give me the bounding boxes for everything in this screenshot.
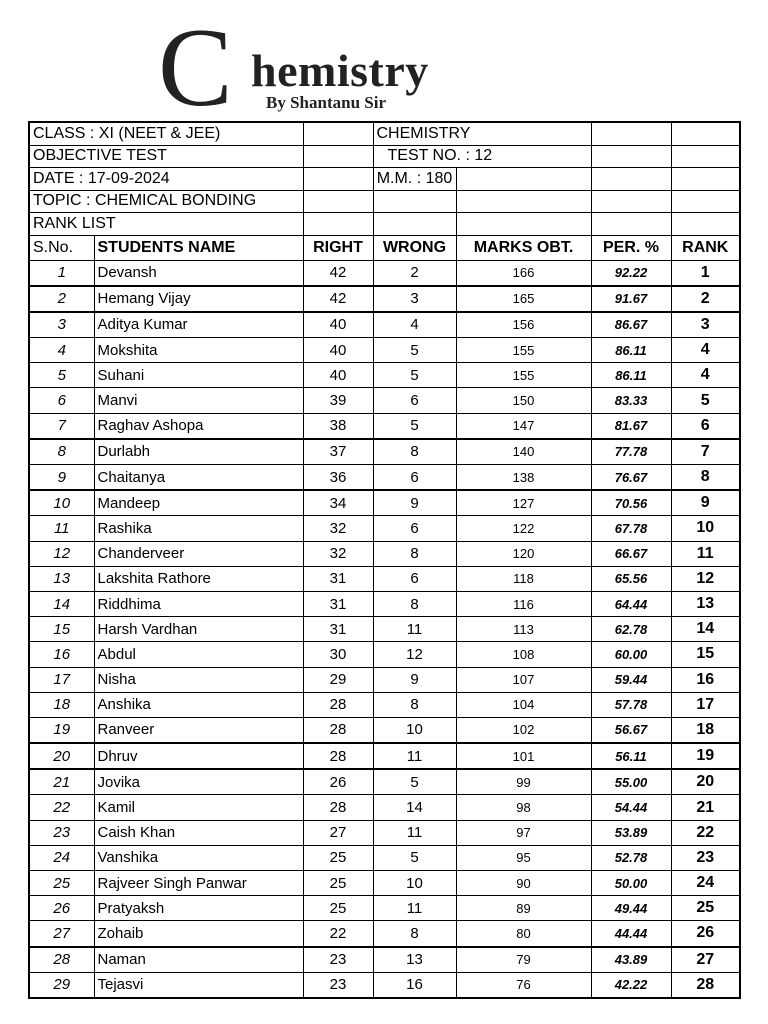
cell-student-name: Manvi	[94, 388, 303, 413]
col-percent: PER. %	[591, 235, 671, 260]
cell-student-name: Kamil	[94, 795, 303, 820]
cell-student-name: Chanderveer	[94, 541, 303, 566]
cell-right: 30	[303, 642, 373, 667]
cell-marks: 80	[456, 921, 591, 947]
cell-rank: 2	[671, 286, 740, 312]
cell-wrong: 13	[373, 947, 456, 973]
cell-rank: 8	[671, 465, 740, 491]
cell-right: 28	[303, 795, 373, 820]
cell-rank: 17	[671, 692, 740, 717]
cell-rank: 22	[671, 820, 740, 845]
cell-rank: 14	[671, 617, 740, 642]
table-row	[29, 617, 740, 642]
cell-marks: 155	[456, 338, 591, 363]
cell-rank: 28	[671, 972, 740, 998]
cell-student-name: Chaitanya	[94, 465, 303, 491]
cell-student-name: Suhani	[94, 363, 303, 388]
cell-marks: 155	[456, 363, 591, 388]
cell-wrong: 8	[373, 439, 456, 465]
cell-rank: 23	[671, 845, 740, 870]
cell-marks: 147	[456, 413, 591, 439]
cell-marks: 108	[456, 642, 591, 667]
cell-sno: 12	[29, 541, 94, 566]
cell-right: 27	[303, 820, 373, 845]
cell-student-name: Pratyaksh	[94, 896, 303, 921]
cell-percent: 91.67	[591, 286, 671, 312]
cell-wrong: 10	[373, 871, 456, 896]
cell-rank: 3	[671, 312, 740, 338]
cell-right: 29	[303, 667, 373, 692]
cell-percent: 62.78	[591, 617, 671, 642]
table-row	[29, 921, 740, 947]
cell-percent: 86.11	[591, 363, 671, 388]
table-row	[29, 591, 740, 616]
table-row	[29, 490, 740, 516]
cell-student-name: Harsh Vardhan	[94, 617, 303, 642]
table-row	[29, 388, 740, 413]
cell-rank: 1	[671, 260, 740, 286]
table-row	[29, 667, 740, 692]
cell-right: 28	[303, 692, 373, 717]
max-marks: M.M. : 180	[373, 168, 456, 191]
cell-rank: 24	[671, 871, 740, 896]
cell-percent: 52.78	[591, 845, 671, 870]
table-row	[29, 972, 740, 998]
table-row	[29, 769, 740, 795]
cell-student-name: Riddhima	[94, 591, 303, 616]
cell-percent: 56.11	[591, 743, 671, 769]
table-row	[29, 717, 740, 743]
cell-marks: 116	[456, 591, 591, 616]
cell-percent: 77.78	[591, 439, 671, 465]
cell-wrong: 8	[373, 692, 456, 717]
cell-wrong: 8	[373, 921, 456, 947]
cell-student-name: Mandeep	[94, 490, 303, 516]
cell-percent: 92.22	[591, 260, 671, 286]
cell-wrong: 6	[373, 465, 456, 491]
cell-rank: 18	[671, 717, 740, 743]
cell-rank: 20	[671, 769, 740, 795]
cell-sno: 19	[29, 717, 94, 743]
cell-rank: 7	[671, 439, 740, 465]
cell-student-name: Nisha	[94, 667, 303, 692]
cell-student-name: Zohaib	[94, 921, 303, 947]
cell-wrong: 8	[373, 541, 456, 566]
cell-marks: 97	[456, 820, 591, 845]
cell-wrong: 11	[373, 743, 456, 769]
cell-rank: 27	[671, 947, 740, 973]
cell-student-name: Anshika	[94, 692, 303, 717]
cell-sno: 22	[29, 795, 94, 820]
cell-wrong: 6	[373, 516, 456, 541]
cell-percent: 54.44	[591, 795, 671, 820]
cell-wrong: 8	[373, 591, 456, 616]
table-row	[29, 439, 740, 465]
table-row	[29, 465, 740, 491]
cell-right: 31	[303, 617, 373, 642]
cell-percent: 60.00	[591, 642, 671, 667]
col-sno: S.No.	[29, 235, 94, 260]
cell-rank: 16	[671, 667, 740, 692]
cell-rank: 21	[671, 795, 740, 820]
cell-sno: 2	[29, 286, 94, 312]
cell-student-name: Aditya Kumar	[94, 312, 303, 338]
cell-right: 40	[303, 363, 373, 388]
cell-rank: 6	[671, 413, 740, 439]
cell-marks: 99	[456, 769, 591, 795]
cell-wrong: 5	[373, 413, 456, 439]
table-row	[29, 692, 740, 717]
test-number: TEST NO. : 12	[373, 145, 591, 168]
cell-wrong: 11	[373, 617, 456, 642]
cell-sno: 7	[29, 413, 94, 439]
cell-wrong: 6	[373, 566, 456, 591]
cell-right: 22	[303, 921, 373, 947]
cell-percent: 56.67	[591, 717, 671, 743]
cell-student-name: Vanshika	[94, 845, 303, 870]
cell-right: 36	[303, 465, 373, 491]
table-row	[29, 260, 740, 286]
cell-rank: 10	[671, 516, 740, 541]
logo-initial: C	[158, 6, 233, 130]
cell-rank: 26	[671, 921, 740, 947]
cell-right: 42	[303, 260, 373, 286]
cell-right: 38	[303, 413, 373, 439]
cell-percent: 83.33	[591, 388, 671, 413]
cell-wrong: 5	[373, 363, 456, 388]
cell-student-name: Mokshita	[94, 338, 303, 363]
cell-marks: 166	[456, 260, 591, 286]
cell-percent: 59.44	[591, 667, 671, 692]
cell-wrong: 11	[373, 896, 456, 921]
cell-percent: 66.67	[591, 541, 671, 566]
table-row	[29, 516, 740, 541]
cell-right: 39	[303, 388, 373, 413]
cell-right: 40	[303, 338, 373, 363]
class-line: CLASS : XI (NEET & JEE)	[29, 122, 303, 145]
cell-sno: 10	[29, 490, 94, 516]
cell-marks: 101	[456, 743, 591, 769]
cell-sno: 26	[29, 896, 94, 921]
cell-marks: 95	[456, 845, 591, 870]
cell-percent: 42.22	[591, 972, 671, 998]
table-row	[29, 363, 740, 388]
cell-percent: 64.44	[591, 591, 671, 616]
cell-wrong: 9	[373, 490, 456, 516]
cell-percent: 70.56	[591, 490, 671, 516]
cell-right: 25	[303, 871, 373, 896]
cell-wrong: 12	[373, 642, 456, 667]
table-row	[29, 896, 740, 921]
cell-wrong: 2	[373, 260, 456, 286]
cell-right: 23	[303, 972, 373, 998]
cell-right: 25	[303, 845, 373, 870]
rank-list-table	[28, 121, 741, 999]
cell-wrong: 9	[373, 667, 456, 692]
cell-marks: 76	[456, 972, 591, 998]
col-right: RIGHT	[303, 235, 373, 260]
cell-wrong: 4	[373, 312, 456, 338]
table-row	[29, 413, 740, 439]
cell-marks: 107	[456, 667, 591, 692]
table-row	[29, 642, 740, 667]
cell-sno: 27	[29, 921, 94, 947]
cell-marks: 140	[456, 439, 591, 465]
cell-wrong: 5	[373, 845, 456, 870]
cell-marks: 98	[456, 795, 591, 820]
cell-marks: 156	[456, 312, 591, 338]
cell-rank: 13	[671, 591, 740, 616]
rank-list-title: RANK LIST	[29, 213, 303, 236]
cell-sno: 16	[29, 642, 94, 667]
cell-student-name: Caish Khan	[94, 820, 303, 845]
table-row	[29, 338, 740, 363]
cell-sno: 4	[29, 338, 94, 363]
cell-marks: 127	[456, 490, 591, 516]
column-header-row	[29, 235, 740, 260]
cell-student-name: Ranveer	[94, 717, 303, 743]
cell-sno: 29	[29, 972, 94, 998]
cell-sno: 15	[29, 617, 94, 642]
cell-marks: 138	[456, 465, 591, 491]
test-date: DATE : 17-09-2024	[29, 168, 303, 191]
cell-student-name: Naman	[94, 947, 303, 973]
cell-percent: 50.00	[591, 871, 671, 896]
cell-right: 23	[303, 947, 373, 973]
table-row	[29, 541, 740, 566]
cell-right: 26	[303, 769, 373, 795]
chemistry-logo	[158, 6, 498, 130]
cell-student-name: Abdul	[94, 642, 303, 667]
cell-sno: 20	[29, 743, 94, 769]
cell-rank: 4	[671, 338, 740, 363]
cell-right: 31	[303, 591, 373, 616]
cell-right: 32	[303, 541, 373, 566]
cell-wrong: 6	[373, 388, 456, 413]
cell-percent: 86.67	[591, 312, 671, 338]
table-row	[29, 947, 740, 973]
cell-sno: 14	[29, 591, 94, 616]
table-row	[29, 795, 740, 820]
cell-wrong: 11	[373, 820, 456, 845]
cell-marks: 122	[456, 516, 591, 541]
cell-marks: 113	[456, 617, 591, 642]
cell-rank: 25	[671, 896, 740, 921]
cell-wrong: 10	[373, 717, 456, 743]
cell-sno: 9	[29, 465, 94, 491]
cell-sno: 6	[29, 388, 94, 413]
cell-marks: 150	[456, 388, 591, 413]
cell-right: 31	[303, 566, 373, 591]
cell-right: 42	[303, 286, 373, 312]
table-row	[29, 845, 740, 870]
cell-marks: 120	[456, 541, 591, 566]
test-type: OBJECTIVE TEST	[29, 145, 303, 168]
cell-sno: 24	[29, 845, 94, 870]
table-row	[29, 566, 740, 591]
cell-rank: 19	[671, 743, 740, 769]
cell-rank: 5	[671, 388, 740, 413]
topic: TOPIC : CHEMICAL BONDING	[29, 190, 303, 213]
cell-marks: 89	[456, 896, 591, 921]
cell-student-name: Hemang Vijay	[94, 286, 303, 312]
cell-marks: 165	[456, 286, 591, 312]
cell-percent: 43.89	[591, 947, 671, 973]
cell-wrong: 5	[373, 769, 456, 795]
cell-student-name: Rajveer Singh Panwar	[94, 871, 303, 896]
col-student-name: STUDENTS NAME	[94, 235, 303, 260]
table-row	[29, 286, 740, 312]
cell-percent: 55.00	[591, 769, 671, 795]
cell-marks: 79	[456, 947, 591, 973]
cell-student-name: Jovika	[94, 769, 303, 795]
cell-percent: 57.78	[591, 692, 671, 717]
cell-percent: 65.56	[591, 566, 671, 591]
cell-right: 28	[303, 743, 373, 769]
table-row	[29, 820, 740, 845]
cell-wrong: 5	[373, 338, 456, 363]
cell-right: 25	[303, 896, 373, 921]
cell-percent: 86.11	[591, 338, 671, 363]
cell-marks: 104	[456, 692, 591, 717]
cell-rank: 9	[671, 490, 740, 516]
table-row	[29, 312, 740, 338]
cell-sno: 18	[29, 692, 94, 717]
cell-sno: 11	[29, 516, 94, 541]
cell-right: 40	[303, 312, 373, 338]
cell-student-name: Rashika	[94, 516, 303, 541]
cell-marks: 102	[456, 717, 591, 743]
cell-sno: 13	[29, 566, 94, 591]
cell-rank: 4	[671, 363, 740, 388]
cell-student-name: Devansh	[94, 260, 303, 286]
cell-student-name: Lakshita Rathore	[94, 566, 303, 591]
cell-rank: 12	[671, 566, 740, 591]
cell-rank: 11	[671, 541, 740, 566]
cell-student-name: Tejasvi	[94, 972, 303, 998]
table-row	[29, 743, 740, 769]
cell-sno: 23	[29, 820, 94, 845]
cell-rank: 15	[671, 642, 740, 667]
cell-right: 28	[303, 717, 373, 743]
table-row	[29, 871, 740, 896]
cell-sno: 1	[29, 260, 94, 286]
cell-wrong: 14	[373, 795, 456, 820]
cell-percent: 81.67	[591, 413, 671, 439]
logo-byline: By Shantanu Sir	[266, 93, 386, 112]
subject-label: CHEMISTRY	[373, 122, 591, 145]
col-wrong: WRONG	[373, 235, 456, 260]
cell-sno: 8	[29, 439, 94, 465]
cell-percent: 44.44	[591, 921, 671, 947]
cell-percent: 67.78	[591, 516, 671, 541]
cell-right: 32	[303, 516, 373, 541]
cell-student-name: Dhruv	[94, 743, 303, 769]
cell-sno: 25	[29, 871, 94, 896]
cell-marks: 90	[456, 871, 591, 896]
cell-sno: 21	[29, 769, 94, 795]
cell-student-name: Durlabh	[94, 439, 303, 465]
col-rank: RANK	[671, 235, 740, 260]
cell-percent: 53.89	[591, 820, 671, 845]
cell-wrong: 3	[373, 286, 456, 312]
cell-wrong: 16	[373, 972, 456, 998]
cell-sno: 3	[29, 312, 94, 338]
cell-sno: 5	[29, 363, 94, 388]
cell-sno: 28	[29, 947, 94, 973]
col-marks: MARKS OBT.	[456, 235, 591, 260]
cell-percent: 76.67	[591, 465, 671, 491]
cell-sno: 17	[29, 667, 94, 692]
cell-marks: 118	[456, 566, 591, 591]
cell-percent: 49.44	[591, 896, 671, 921]
cell-student-name: Raghav Ashopa	[94, 413, 303, 439]
logo-word: hemistry	[251, 45, 429, 96]
cell-right: 34	[303, 490, 373, 516]
cell-right: 37	[303, 439, 373, 465]
